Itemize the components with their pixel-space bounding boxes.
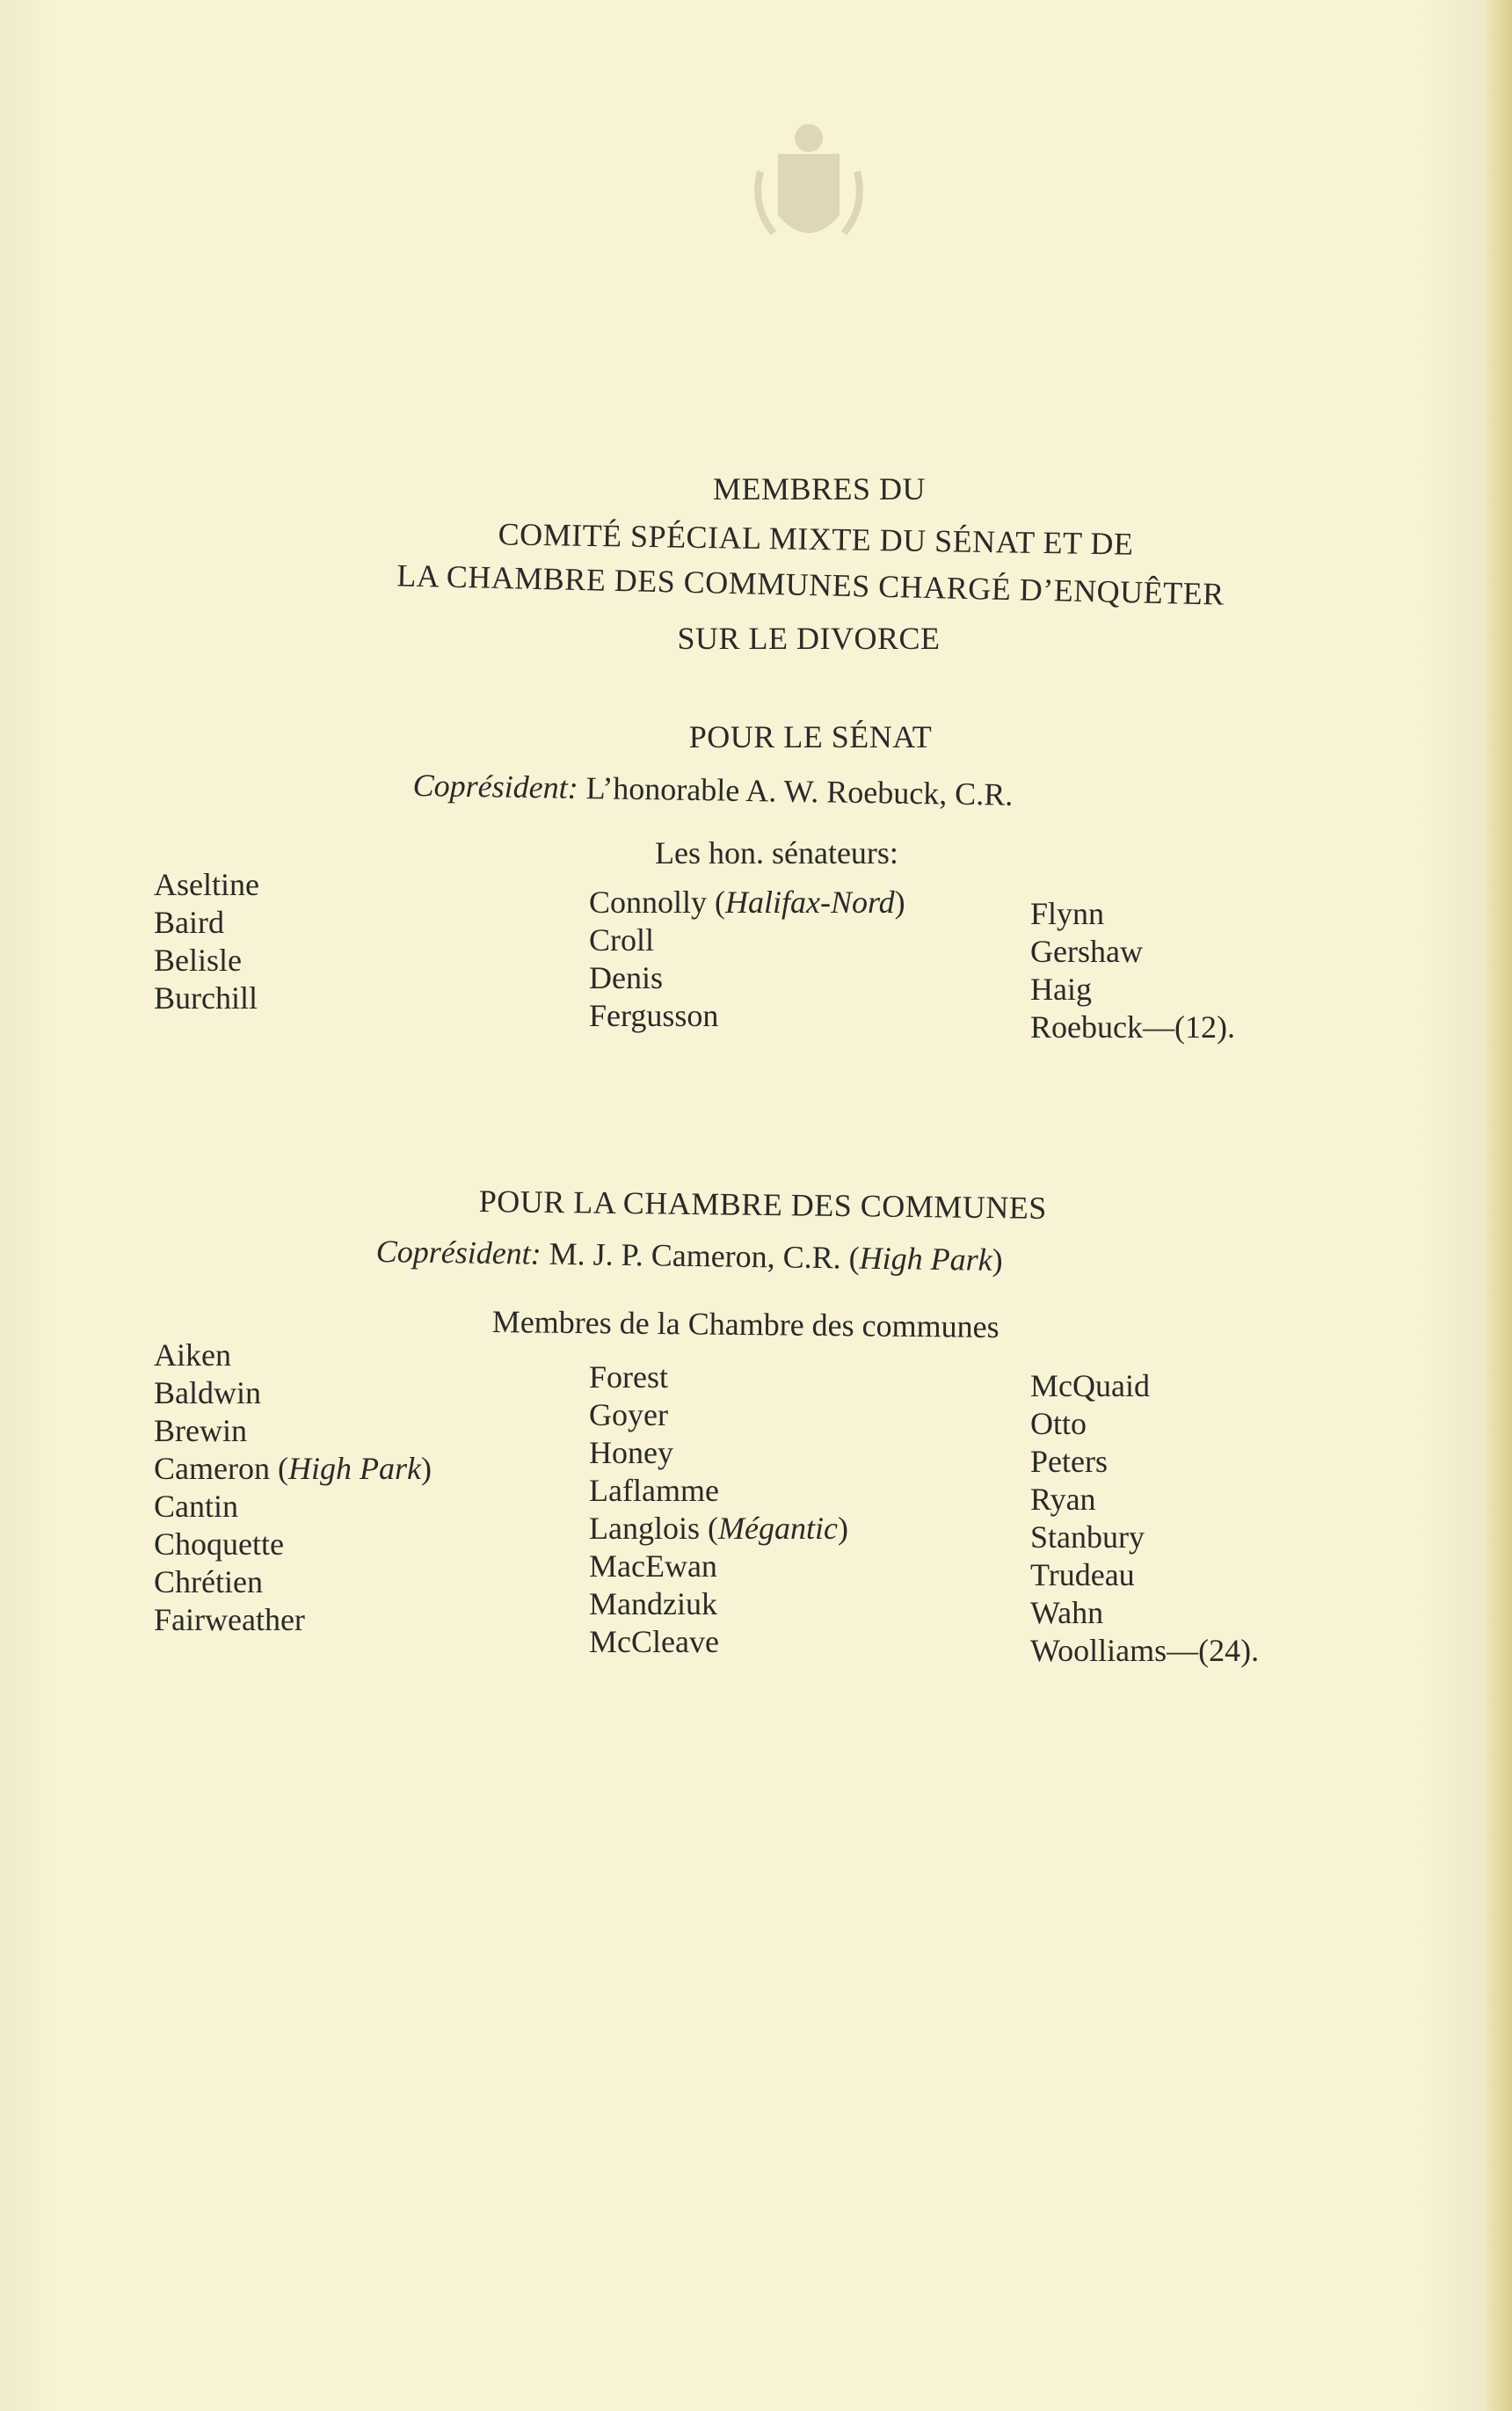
list-item: Otto [1030, 1406, 1087, 1441]
list-item: Belisle [154, 943, 242, 978]
list-item: Goyer [589, 1397, 668, 1432]
senate-copresident [412, 769, 1013, 811]
list-item: Trudeau [1030, 1557, 1135, 1592]
list-item: MacEwan [589, 1548, 717, 1584]
senators-intro: Les hon. sénateurs: [655, 835, 898, 870]
senate-column-3 [1030, 895, 1235, 1046]
list-item: Honey [589, 1435, 673, 1470]
copresident-label: Coprésident: [412, 768, 578, 805]
list-item: Aiken [154, 1337, 231, 1373]
list-item: Mandziuk [589, 1586, 717, 1621]
list-item: Baird [154, 905, 224, 940]
list-item: Fergusson [589, 998, 719, 1033]
commons-heading: POUR LA CHAMBRE DES COMMUNES [478, 1184, 1048, 1226]
list-item: Connolly (Halifax-Nord) [589, 885, 905, 920]
list-item: Peters [1030, 1444, 1108, 1479]
coat-of-arms-bleedthrough [752, 119, 866, 268]
list-item: McQuaid [1030, 1368, 1150, 1403]
list-item: Brewin [154, 1413, 247, 1448]
list-item: Croll [589, 922, 655, 958]
list-item: Cantin [154, 1489, 238, 1524]
commons-column-1 [154, 1337, 432, 1639]
list-item: Aseltine [154, 867, 259, 902]
list-item: Woolliams—(24). [1030, 1633, 1260, 1668]
header-line-4: SUR LE DIVORCE [677, 621, 941, 656]
list-item: Langlois (Mégantic) [589, 1511, 848, 1546]
copresident-name: M. J. P. Cameron, C.R. ( [549, 1235, 860, 1276]
header-line-3: LA CHAMBRE DES COMMUNES CHARGÉ D’ENQUÊTER [396, 557, 1225, 612]
list-item: Flynn [1030, 896, 1105, 931]
commons-copresident: Coprésident: M. J. P. Cameron, C.R. (High Park) [375, 1234, 1003, 1278]
senate-column-2 [589, 884, 905, 1035]
commons-column-2 [589, 1358, 848, 1661]
list-item: Denis [589, 960, 663, 995]
list-item: Baldwin [154, 1375, 261, 1410]
copresident-riding: High Park [859, 1240, 992, 1278]
list-item: Ryan [1030, 1482, 1096, 1517]
copresident-label: Coprésident: [375, 1234, 542, 1271]
list-item: Haig [1030, 972, 1092, 1007]
list-item: McCleave [589, 1624, 719, 1659]
list-item: Choquette [154, 1526, 284, 1562]
list-item: Fairweather [154, 1602, 305, 1637]
page-edge [1486, 0, 1512, 2411]
header-line-2: COMITÉ SPÉCIAL MIXTE DU SÉNAT ET DE [498, 516, 1134, 562]
senate-column-1 [154, 866, 259, 1017]
senate-heading: POUR LE SÉNAT [688, 719, 933, 754]
list-item: Chrétien [154, 1564, 263, 1599]
list-item: Laflamme [589, 1473, 719, 1508]
list-item: Wahn [1030, 1595, 1104, 1630]
list-item: Forest [589, 1359, 668, 1395]
list-item: Roebuck—(12). [1030, 1009, 1235, 1045]
list-item: Burchill [154, 980, 258, 1016]
list-item: Stanbury [1030, 1519, 1145, 1555]
commons-column-3 [1030, 1367, 1259, 1670]
list-item: Gershaw [1030, 934, 1143, 969]
copresident-name: L’honorable A. W. Roebuck, C.R. [585, 770, 1014, 812]
list-item: Cameron (High Park) [154, 1451, 432, 1486]
header-line-1: MEMBRES DU [712, 471, 927, 506]
commons-members-intro: Membres de la Chambre des communes [491, 1304, 1000, 1345]
